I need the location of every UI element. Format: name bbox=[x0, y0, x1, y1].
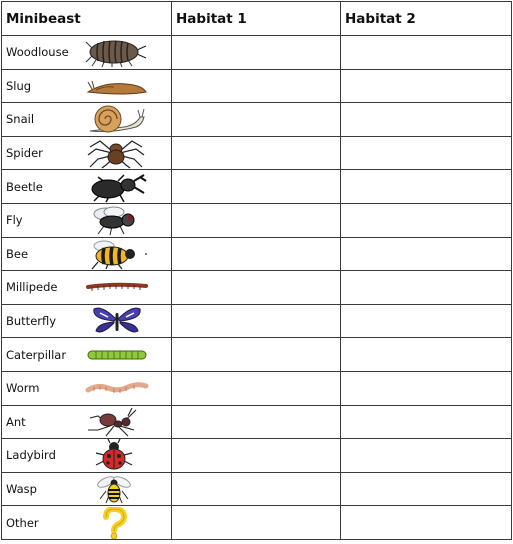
snail-icon bbox=[84, 103, 150, 135]
habitat-2-cell[interactable] bbox=[341, 472, 512, 506]
beetle-icon bbox=[84, 171, 150, 203]
butterfly-icon bbox=[84, 305, 150, 337]
habitat-1-cell[interactable] bbox=[172, 304, 341, 338]
minibeast-name: Butterfly bbox=[6, 314, 57, 329]
minibeast-cell bbox=[2, 203, 172, 237]
habitat-2-cell[interactable] bbox=[341, 203, 512, 237]
table-row bbox=[2, 69, 512, 103]
table-row bbox=[2, 338, 512, 372]
minibeast-cell bbox=[2, 136, 172, 170]
habitat-2-cell[interactable] bbox=[341, 506, 512, 540]
minibeast-cell bbox=[2, 371, 172, 405]
habitat-1-cell[interactable] bbox=[172, 506, 341, 540]
minibeast-cell bbox=[2, 439, 172, 473]
header-row bbox=[2, 2, 512, 36]
table-row bbox=[2, 405, 512, 439]
table-row bbox=[2, 472, 512, 506]
table-row bbox=[2, 371, 512, 405]
minibeast-name: Bee bbox=[6, 246, 29, 261]
habitat-1-cell[interactable] bbox=[172, 136, 341, 170]
habitat-1-cell[interactable] bbox=[172, 237, 341, 271]
header-minibeast: Minibeast bbox=[2, 2, 172, 36]
minibeast-name: Spider bbox=[6, 146, 43, 161]
habitat-1-cell[interactable] bbox=[172, 271, 341, 305]
minibeast-name: Wasp bbox=[6, 482, 37, 497]
minibeast-name: Snail bbox=[6, 112, 35, 127]
bee-icon bbox=[84, 238, 150, 270]
habitat-2-cell[interactable] bbox=[341, 439, 512, 473]
minibeast-name: Fly bbox=[6, 213, 23, 228]
header-habitat-2: Habitat 2 bbox=[341, 2, 512, 36]
header-habitat-1: Habitat 1 bbox=[172, 2, 341, 36]
minibeast-cell bbox=[2, 36, 172, 70]
minibeast-habitat-table bbox=[1, 1, 512, 540]
habitat-1-cell[interactable] bbox=[172, 472, 341, 506]
minibeast-name: Worm bbox=[6, 381, 40, 396]
table-row bbox=[2, 203, 512, 237]
habitat-1-cell[interactable] bbox=[172, 439, 341, 473]
habitat-1-cell[interactable] bbox=[172, 170, 341, 204]
habitat-2-cell[interactable] bbox=[341, 170, 512, 204]
habitat-2-cell[interactable] bbox=[341, 69, 512, 103]
habitat-2-cell[interactable] bbox=[341, 304, 512, 338]
wasp-icon bbox=[84, 473, 150, 505]
habitat-2-cell[interactable] bbox=[341, 237, 512, 271]
habitat-2-cell[interactable] bbox=[341, 338, 512, 372]
table-row bbox=[2, 271, 512, 305]
millipede-icon bbox=[84, 271, 150, 303]
habitat-2-cell[interactable] bbox=[341, 405, 512, 439]
minibeast-cell bbox=[2, 506, 172, 540]
table-row bbox=[2, 439, 512, 473]
minibeast-name: Caterpillar bbox=[6, 347, 67, 362]
fly-icon bbox=[84, 204, 150, 236]
minibeast-cell bbox=[2, 405, 172, 439]
minibeast-cell bbox=[2, 271, 172, 305]
question-mark-icon bbox=[84, 507, 150, 539]
minibeast-name: Beetle bbox=[6, 179, 43, 194]
habitat-2-cell[interactable] bbox=[341, 136, 512, 170]
woodlouse-icon bbox=[84, 36, 150, 68]
habitat-1-cell[interactable] bbox=[172, 405, 341, 439]
minibeast-name: Other bbox=[6, 515, 39, 530]
habitat-1-cell[interactable] bbox=[172, 103, 341, 137]
minibeast-name: Slug bbox=[6, 78, 32, 93]
table-row bbox=[2, 170, 512, 204]
worm-icon bbox=[84, 372, 150, 404]
habitat-1-cell[interactable] bbox=[172, 69, 341, 103]
habitat-2-cell[interactable] bbox=[341, 36, 512, 70]
minibeast-cell bbox=[2, 103, 172, 137]
slug-icon bbox=[84, 70, 150, 102]
ant-icon bbox=[84, 406, 150, 438]
minibeast-cell bbox=[2, 304, 172, 338]
table-row bbox=[2, 237, 512, 271]
caterpillar-icon bbox=[84, 339, 150, 371]
minibeast-name: Ant bbox=[6, 414, 26, 429]
habitat-1-cell[interactable] bbox=[172, 203, 341, 237]
habitat-1-cell[interactable] bbox=[172, 338, 341, 372]
minibeast-cell bbox=[2, 338, 172, 372]
table-row bbox=[2, 103, 512, 137]
ladybird-icon bbox=[84, 439, 150, 471]
table-row bbox=[2, 304, 512, 338]
minibeast-name: Ladybird bbox=[6, 448, 56, 463]
habitat-1-cell[interactable] bbox=[172, 36, 341, 70]
table-row bbox=[2, 36, 512, 70]
minibeast-cell bbox=[2, 237, 172, 271]
spider-icon bbox=[84, 137, 150, 169]
habitat-2-cell[interactable] bbox=[341, 271, 512, 305]
table-row bbox=[2, 136, 512, 170]
habitat-2-cell[interactable] bbox=[341, 371, 512, 405]
minibeast-cell bbox=[2, 170, 172, 204]
minibeast-name: Millipede bbox=[6, 280, 58, 295]
table-row bbox=[2, 506, 512, 540]
minibeast-name: Woodlouse bbox=[6, 45, 69, 60]
minibeast-cell bbox=[2, 472, 172, 506]
habitat-2-cell[interactable] bbox=[341, 103, 512, 137]
habitat-1-cell[interactable] bbox=[172, 371, 341, 405]
minibeast-cell bbox=[2, 69, 172, 103]
